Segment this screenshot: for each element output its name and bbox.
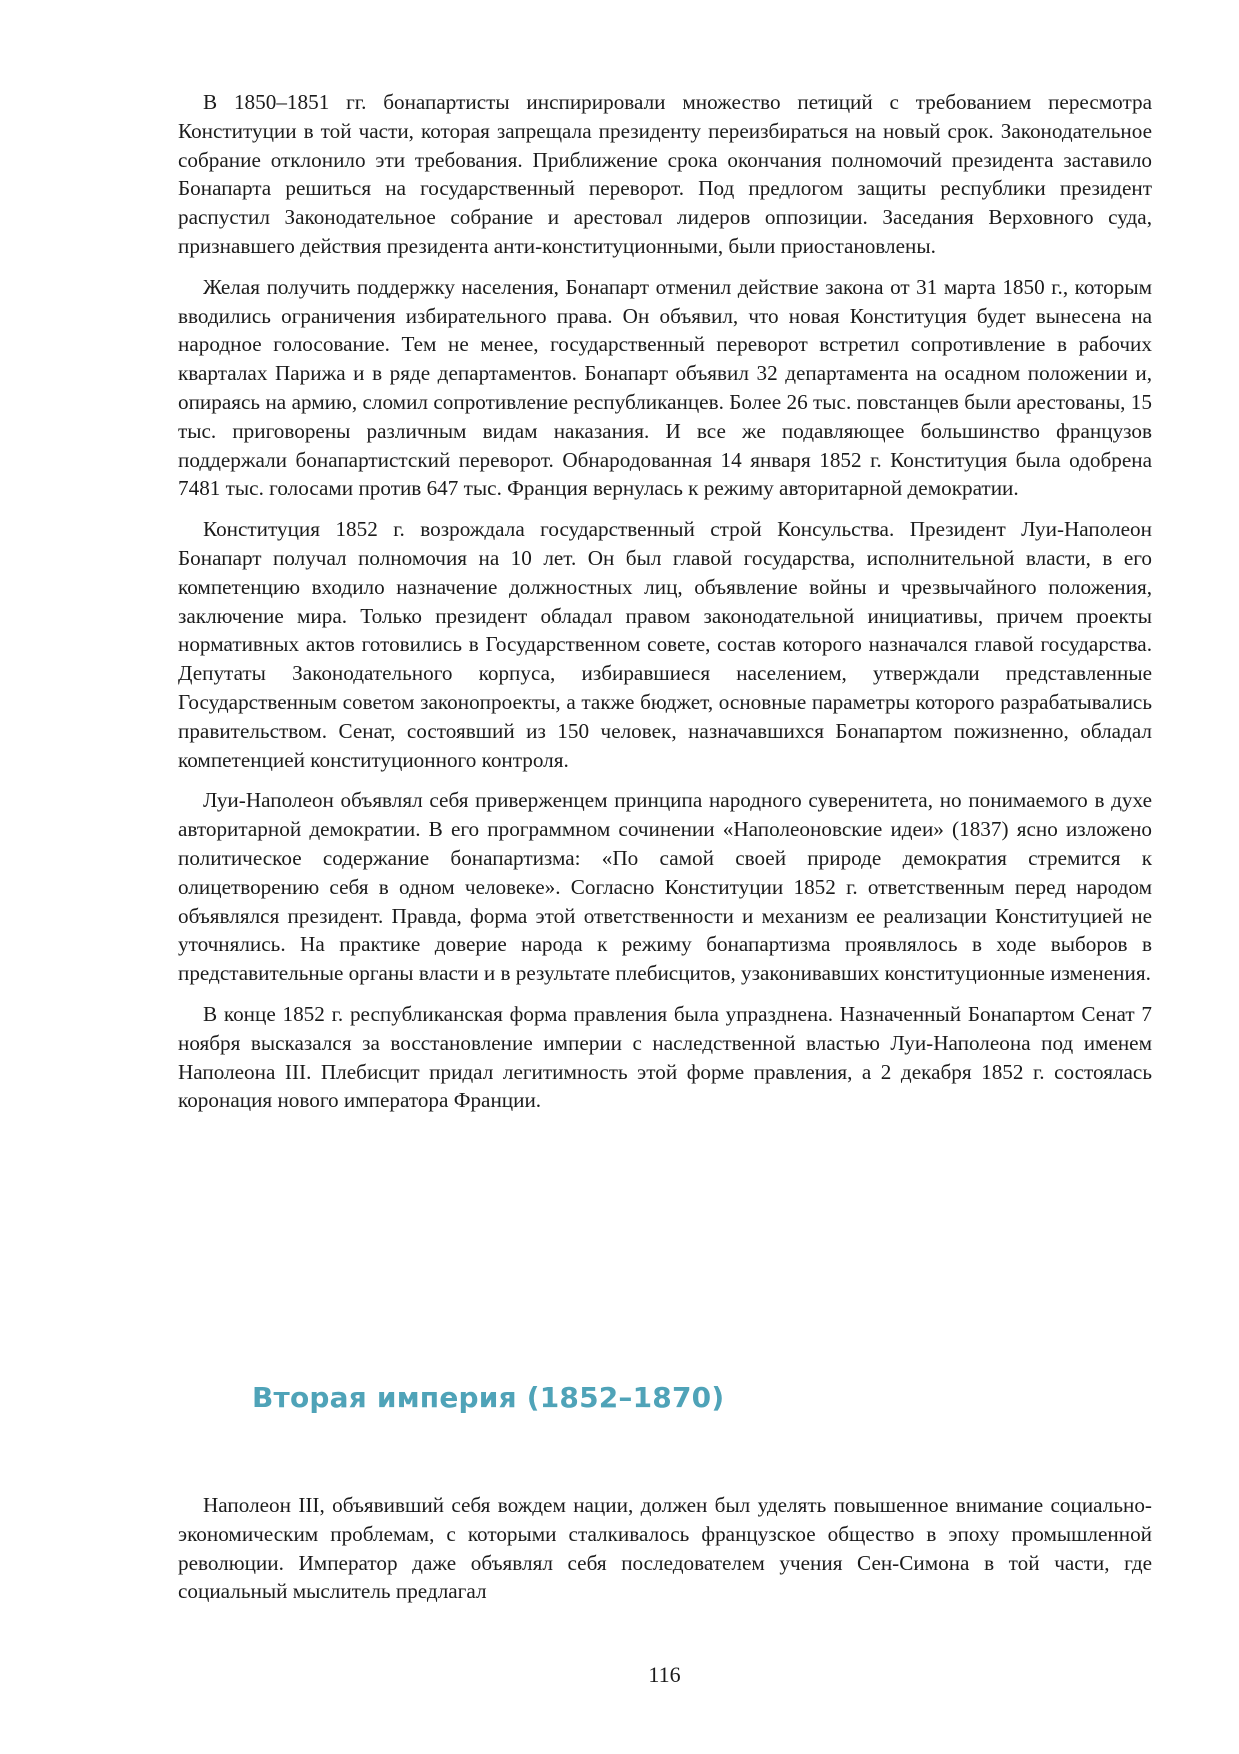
body-text xyxy=(178,88,1152,1127)
paragraph-3: Конституция 1852 г. возрождала государственный строй Консульства. Президент Луи-Наполеон Бонапарт получал полномочия на 10 лет. Он был главой государства, исполнительной власти, в его компетенцию входило назначение должностных лиц, объявление войны и чрезвычайного положения, заключение мира. Только президент обладал правом законодательной инициативы, причем проекты нормативных актов готовились в Государственном совете, состав которого назначался главой государства. Депутаты Законодательного корпуса, избиравшиеся населением, утверждали представленные Государственным советом законопроекты, а также бюджет, основные параметры которого разрабатывались правительством. Сенат, состоявший из 150 человек, назначавшихся Бонапартом пожизненно, обладал компетенцией конституционного контроля. xyxy=(178,517,1152,772)
paragraph-4: Луи-Наполеон объявлял себя приверженцем принципа народного суверенитета, но понимаемого в духе авторитарной демократии. В его программном сочинении «Наполеоновские идеи» (1837) ясно изложено политическое содержание бонапартизма: «По самой своей природе демократия стремится к олицетворению себя в одном человеке». Согласно Конституции 1852 г. ответственным перед народом объявлялся президент. Правда, форма этой ответственности и механизм ее реализации Конституцией не уточнялись. На практике доверие народа к режиму бонапартизма проявлялось в ходе выборов в представительные органы власти и в результате плебисцитов, узаконивавших конституционные изменения. xyxy=(178,788,1152,986)
paragraph-1: В 1850–1851 гг. бонапартисты инспирировали множество петиций с требованием пересмотра Конституции в той части, которая запрещала президенту переизбираться на новый срок. Законодательное собрание отклонило эти требования. Приближение срока окончания полномочий президента заставило Бонапарта решиться на государственный переворот. Под предлогом защиты республики президент распустил Законодательное собрание и арестовал лидеров оппозиции. Заседания Верховного суда, признавшего действия президента анти-конституционными, были приостановлены. xyxy=(178,90,1152,258)
section-heading: Вторая империя (1852–1870) xyxy=(252,1381,725,1414)
section-paragraph-1: Наполеон III, объявивший себя вождем нации, должен был уделять повышенное внимание социально-экономическим проблемам, с которыми сталкивалось французское общество в эпоху промышленной революции. Император даже объявлял себя последователем учения Сен-Симона в той части, где социальный мыслитель предлагал xyxy=(178,1493,1152,1604)
section-body-text xyxy=(178,1491,1152,1618)
page-number: 116 xyxy=(648,1662,681,1687)
paragraph-2: Желая получить поддержку населения, Бонапарт отменил действие закона от 31 марта 1850 г., которым вводились ограничения избирательного права. Он объявил, что новая Конституция будет вынесена на народное голосование. Тем не менее, государственный переворот встретил сопротивление в рабочих кварталах Парижа и в ряде департаментов. Бонапарт объявил 32 департамента на осадном положении и, опираясь на армию, сломил сопротивление республиканцев. Более 26 тыс. повстанцев были арестованы, 15 тыс. приговорены различным видам наказания. И все же подавляющее большинство французов поддержали бонапартистский переворот. Обнародованная 14 января 1852 г. Конституция была одобрена 7481 тыс. голосами против 647 тыс. Франция вернулась к режиму авторитарной демократии. xyxy=(178,274,1152,501)
paragraph-5: В конце 1852 г. республиканская форма правления была упразднена. Назначенный Бонапартом Сенат 7 ноября высказался за восстановление империи с наследственной властью Луи-Наполеона под именем Наполеона III. Плебисцит придал легитимность этой форме правления, а 2 декабря 1852 г. состоялась коронация нового императора Франции. xyxy=(178,1001,1152,1113)
